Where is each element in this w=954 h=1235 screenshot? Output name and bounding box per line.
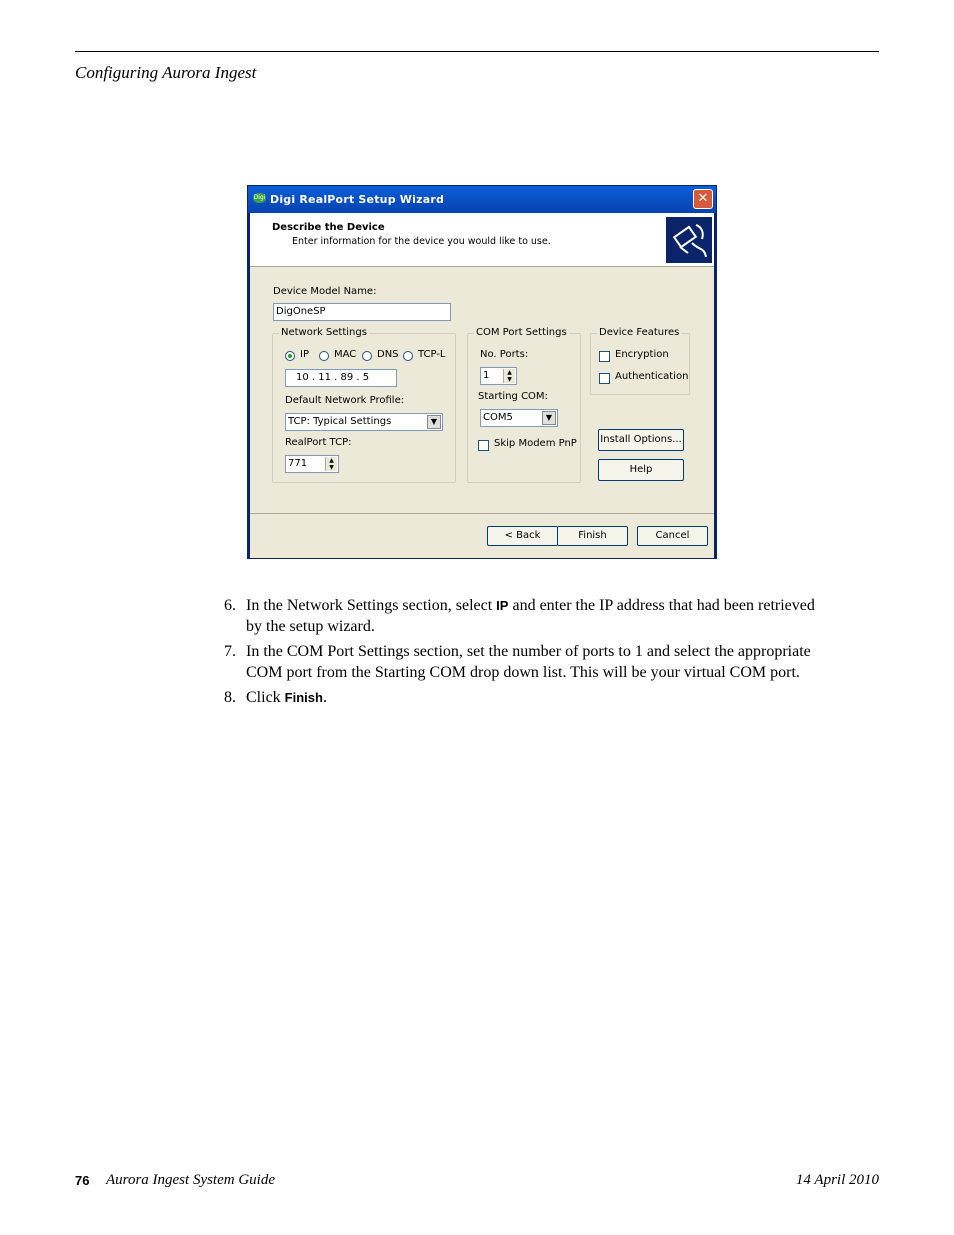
starting-com-value: COM5 bbox=[483, 412, 513, 423]
banner-subtitle: Enter information for the device you would like to use. bbox=[292, 236, 551, 247]
dialog-titlebar[interactable] bbox=[248, 186, 716, 213]
instruction-steps bbox=[224, 595, 824, 712]
ip-address-input[interactable]: 10 . 11 . 89 . 5 bbox=[285, 369, 397, 387]
chevron-down-icon[interactable]: ▼ bbox=[427, 415, 441, 429]
device-model-label: Device Model Name: bbox=[273, 286, 377, 297]
step-text: . bbox=[322, 689, 327, 706]
default-profile-value: TCP: Typical Settings bbox=[288, 416, 392, 427]
network-settings-legend: Network Settings bbox=[281, 327, 367, 338]
device-features-group bbox=[590, 327, 690, 395]
network-settings-group bbox=[272, 327, 456, 483]
com-port-settings-legend: COM Port Settings bbox=[476, 327, 567, 338]
ip-radio[interactable] bbox=[285, 351, 295, 361]
step-emphasis: Finish bbox=[284, 690, 323, 705]
authentication-label: Authentication bbox=[615, 371, 689, 382]
device-features-legend: Device Features bbox=[599, 327, 680, 338]
mac-radio[interactable] bbox=[319, 351, 329, 361]
ip-radio-label: IP bbox=[300, 349, 309, 360]
step-number: 6. bbox=[224, 597, 236, 614]
step-item bbox=[224, 687, 824, 708]
device-plug-icon bbox=[666, 217, 712, 263]
back-button[interactable]: < Back bbox=[487, 526, 558, 546]
section-title: Configuring Aurora Ingest bbox=[75, 63, 257, 82]
starting-com-label: Starting COM: bbox=[478, 391, 548, 402]
step-item bbox=[224, 595, 824, 637]
step-emphasis: IP bbox=[496, 598, 509, 613]
header-rule bbox=[75, 51, 879, 52]
com-port-settings-group bbox=[467, 327, 581, 483]
realport-tcp-value: 771 bbox=[288, 458, 308, 469]
step-text: In the Network Settings section, select bbox=[246, 597, 497, 614]
realport-tcp-label: RealPort TCP: bbox=[285, 437, 352, 448]
step-text: and enter the IP address that had been retrieved by the setup wizard. bbox=[246, 597, 815, 635]
default-profile-label: Default Network Profile: bbox=[285, 395, 405, 406]
skip-modem-checkbox[interactable] bbox=[478, 440, 489, 451]
cancel-button[interactable]: Cancel bbox=[637, 526, 708, 546]
skip-modem-label: Skip Modem PnP bbox=[494, 438, 577, 449]
realport-setup-dialog bbox=[247, 185, 717, 559]
finish-button[interactable]: Finish bbox=[557, 526, 628, 546]
dialog-body bbox=[250, 213, 714, 558]
mac-radio-label: MAC bbox=[334, 349, 357, 360]
help-button[interactable]: Help bbox=[598, 459, 684, 481]
spin-arrows-icon[interactable]: ▲ ▼ bbox=[503, 369, 515, 383]
encryption-label: Encryption bbox=[615, 349, 669, 360]
close-button[interactable]: ✕ bbox=[693, 189, 713, 209]
encryption-checkbox[interactable] bbox=[599, 351, 610, 362]
dialog-separator bbox=[250, 513, 714, 514]
wizard-banner bbox=[250, 213, 714, 267]
realport-tcp-stepper[interactable] bbox=[285, 455, 339, 473]
dns-radio[interactable] bbox=[362, 351, 372, 361]
step-number: 7. bbox=[224, 643, 236, 660]
authentication-checkbox[interactable] bbox=[599, 373, 610, 384]
starting-com-select[interactable] bbox=[480, 409, 558, 427]
dialog-title: Digi RealPort Setup Wizard bbox=[270, 193, 445, 206]
tcpl-radio-label: TCP-L bbox=[418, 349, 446, 360]
step-text: Click bbox=[246, 689, 285, 706]
device-model-input[interactable]: DigOneSP bbox=[273, 303, 451, 321]
no-ports-value: 1 bbox=[483, 370, 490, 381]
spin-arrows-icon[interactable]: ▲ ▼ bbox=[325, 457, 337, 471]
no-ports-label: No. Ports: bbox=[480, 349, 529, 360]
page-number: 76 bbox=[75, 1173, 90, 1188]
digi-logo-icon: Digi bbox=[253, 194, 266, 201]
footer-date: 14 April 2010 bbox=[795, 1172, 879, 1188]
banner-title: Describe the Device bbox=[272, 222, 385, 233]
dns-radio-label: DNS bbox=[377, 349, 399, 360]
footer-guide-title: Aurora Ingest System Guide bbox=[106, 1172, 275, 1188]
step-item bbox=[224, 641, 824, 683]
install-options-button[interactable]: Install Options... bbox=[598, 429, 684, 451]
chevron-down-icon[interactable]: ▼ bbox=[542, 411, 556, 425]
step-text: In the COM Port Settings section, set the number of ports to 1 and select the appropriate COM port from the Starting COM drop down list. This will be your virtual COM port. bbox=[246, 643, 811, 681]
default-profile-select[interactable] bbox=[285, 413, 443, 431]
tcpl-radio[interactable] bbox=[403, 351, 413, 361]
step-number: 8. bbox=[224, 689, 236, 706]
no-ports-stepper[interactable] bbox=[480, 367, 517, 385]
